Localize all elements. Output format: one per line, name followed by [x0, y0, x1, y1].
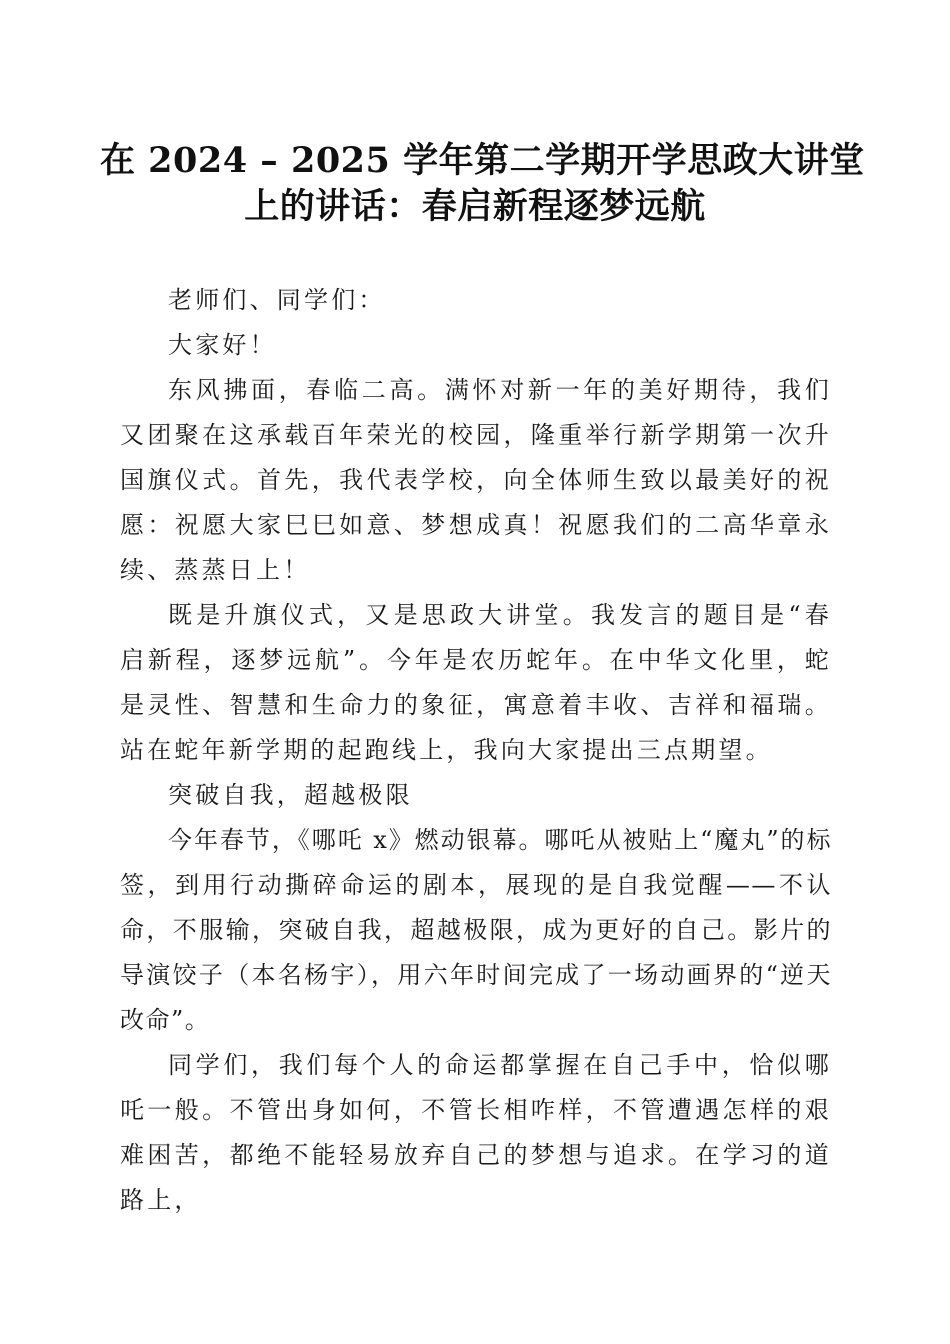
paragraph-students: 同学们，我们每个人的命运都掌握在自己手中，恰似哪吒一般。不管出身如何，不管长相咋样，不管遭遇怎样的艰难困苦，都绝不能轻易放弃自己的梦想与追求。在学习的道路上， [120, 1051, 832, 1214]
title-line-1: 在 2024 – 2025 学年第二学期开学思政大讲堂 [100, 140, 865, 181]
title-line-2: 上的讲话：春启新程逐梦远航 [244, 186, 706, 227]
paragraph-opening: 东风拂面，春临二高。满怀对新一年的美好期待，我们又团聚在这承载百年荣光的校园，隆重举行新学期第一次升国旗仪式。首先，我代表学校，向全体师生致以最美好的祝愿：祝愿大家巳巳如意、梦想成真！祝愿我们的二高华章永续、蒸蒸日上！ [120, 376, 832, 584]
speech-body [120, 278, 832, 1223]
paragraph-topic: 既是升旗仪式，又是思政大讲堂。我发言的题目是“春启新程，逐梦远航”。今年是农历蛇年。在中华文化里，蛇是灵性、智慧和生命力的象征，寓意着丰收、吉祥和福瑞。站在蛇年新学期的起跑线上，我向大家提出三点期望。 [120, 601, 832, 764]
greeting: 大家好！ [168, 331, 277, 359]
section-heading: 突破自我，超越极限 [168, 781, 413, 809]
paragraph-nezha: 今年春节，《哪吒 x》燃动银幕。哪吒从被贴上“魔丸”的标签，到用行动撕碎命运的剧本，展现的是自我觉醒——不认命，不服输，突破自我，超越极限，成为更好的自己。影片的导演饺子（本名杨宇），用六年时间完成了一场动画界的“逆天改命”。 [120, 826, 832, 1034]
salutation: 老师们、同学们： [168, 286, 386, 314]
page-title [100, 138, 865, 230]
